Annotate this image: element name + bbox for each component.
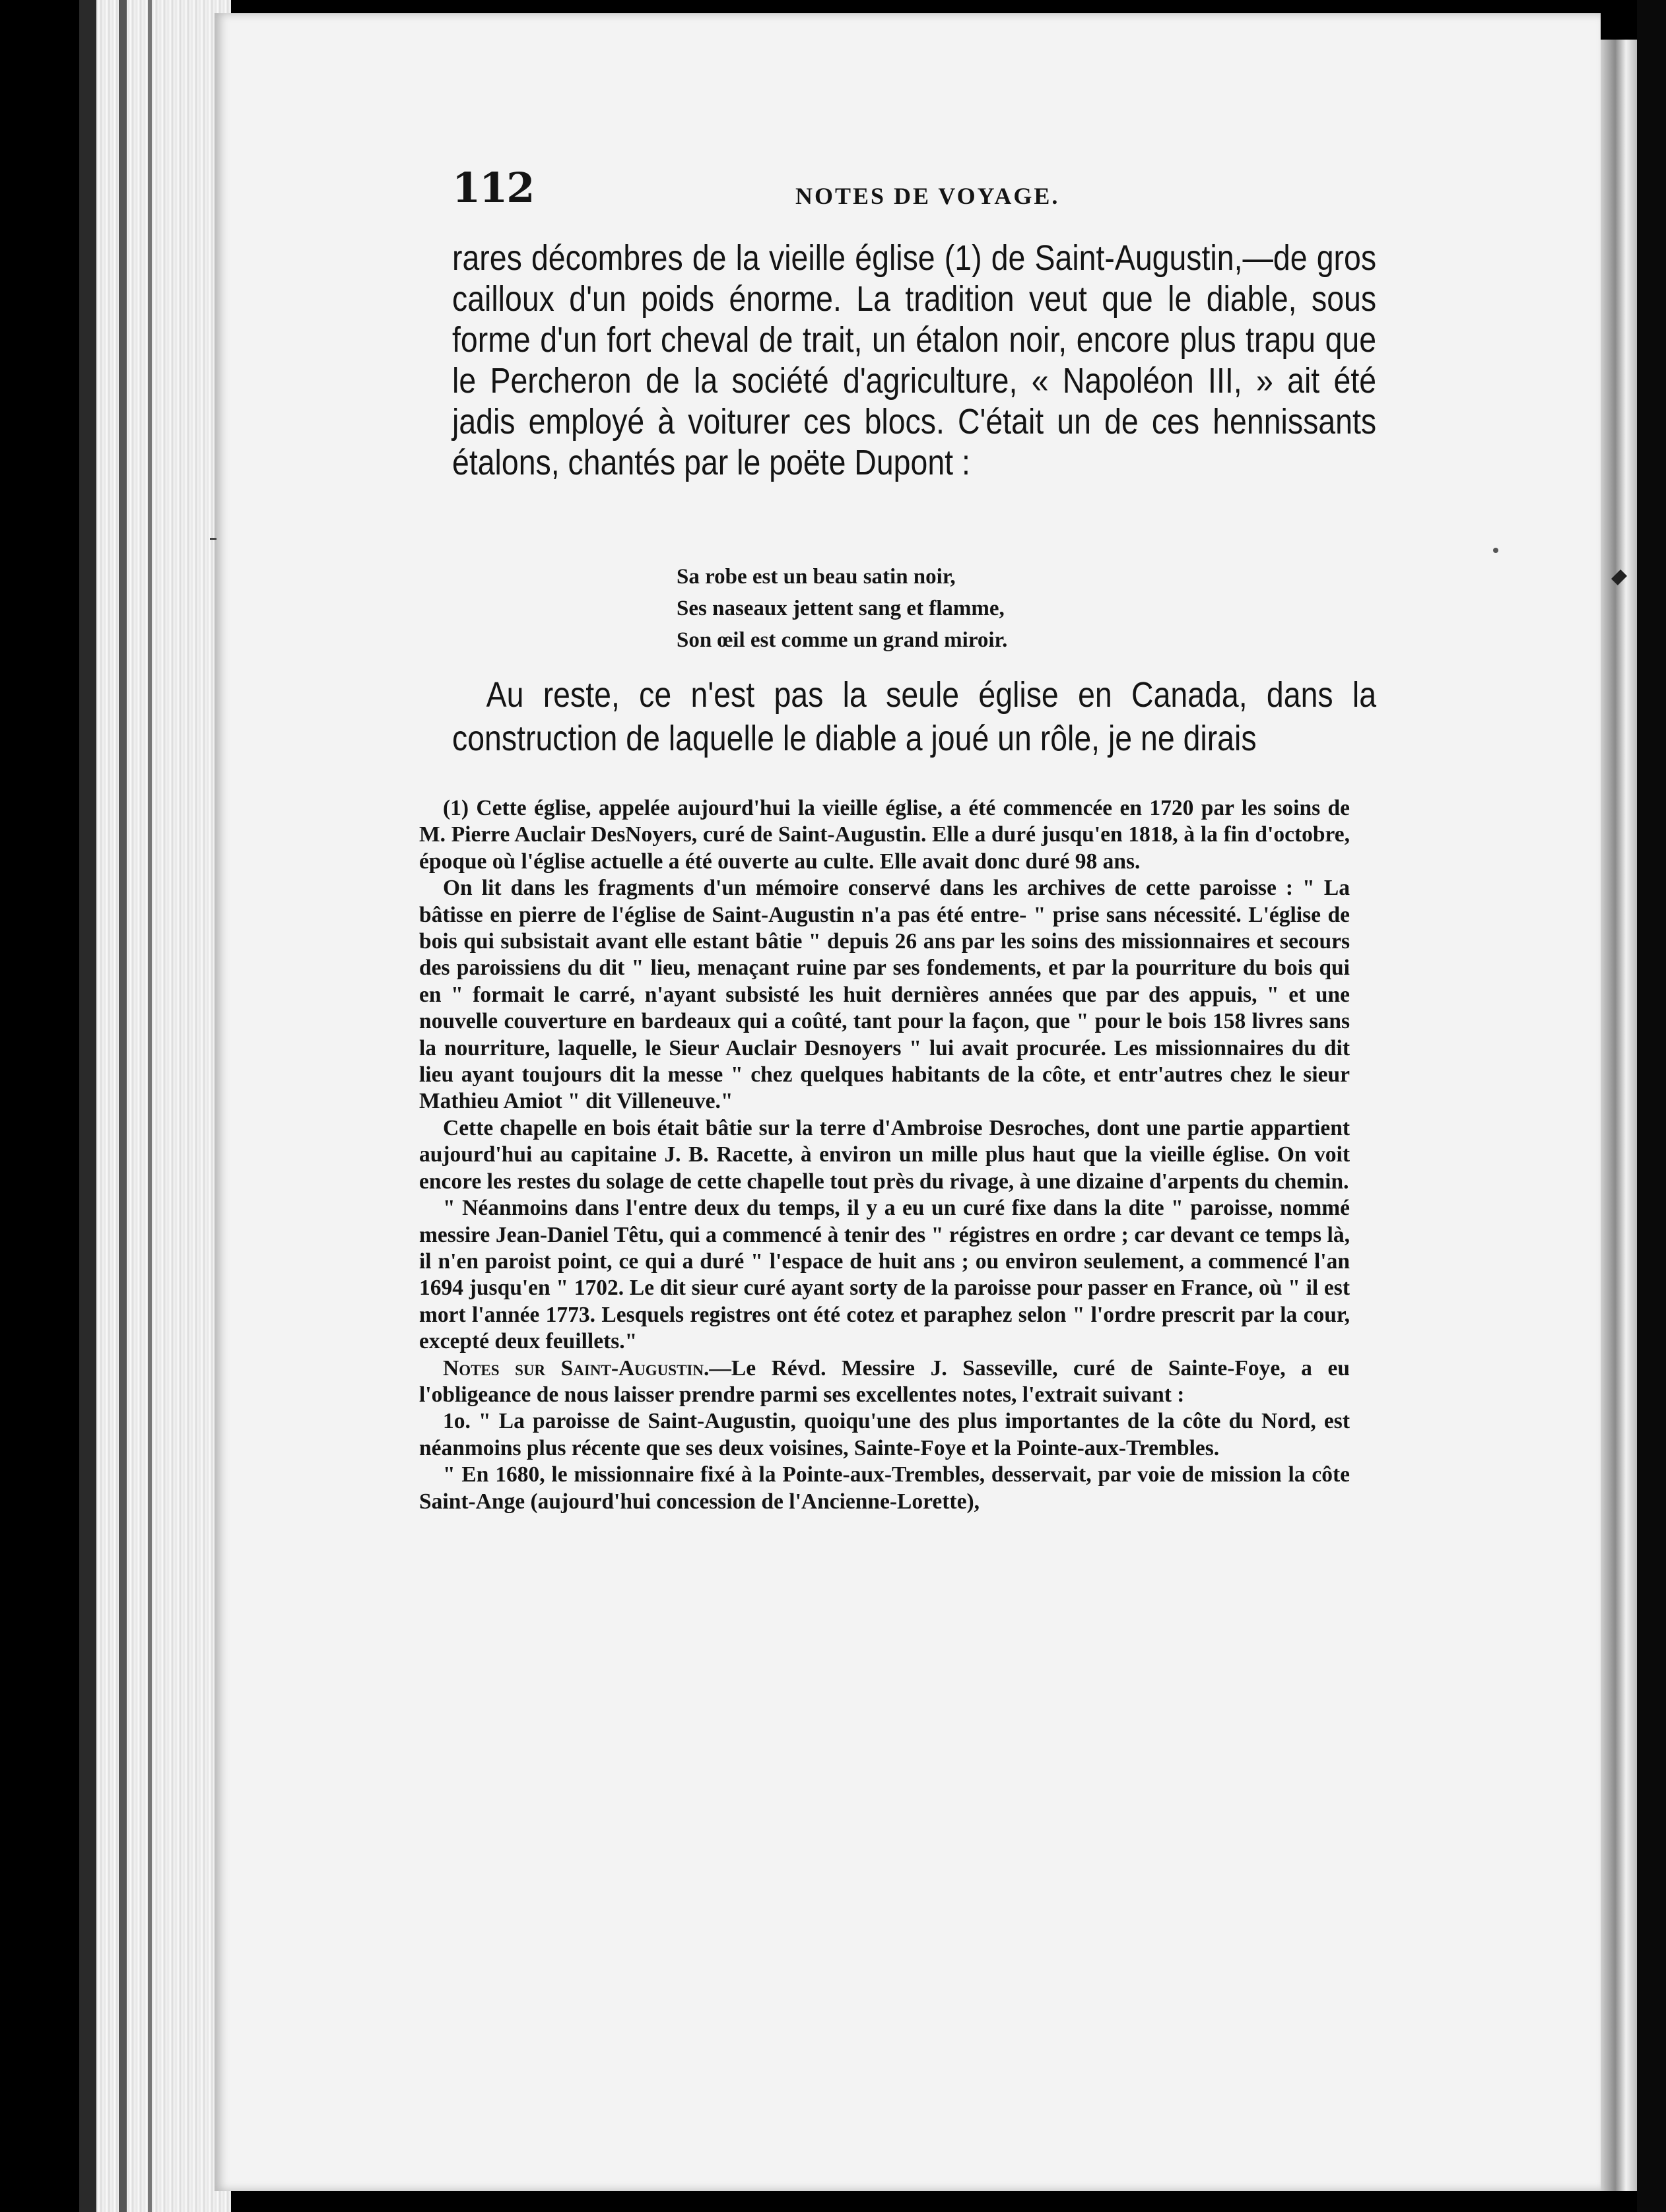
footnote: " En 1680, le missionnaire fixé à la Pointe-aux-Trembles, desservait, par voie de mission la côte Saint-Ange (aujourd'hui concession de l'Ancienne-Lorette), <box>419 1462 1350 1514</box>
main-text-block <box>452 238 1376 483</box>
footnote: " Néanmoins dans l'entre deux du temps, il y a eu un curé fixe dans la dite " paroisse, nommé messire Jean-Daniel Têtu, qui a commencé à tenir des " régistres en ordre ; car devant ce temps là, il n'en paroist point, ce qui a duré " l'espace de huit ans ; ou environ seulement, a commencé l'an 1694 jusqu'en " 1702. Le dit sieur curé ayant sorty de la paroisse pour passer en France, où " il est mort l'année 1773. Lesquels registres ont été cotez et paraphez selon " l'ordre prescrit par la cour, excepté deux feuillets." <box>419 1196 1350 1354</box>
footnote: On lit dans les fragments d'un mémoire conservé dans les archives de cette paroisse : " La bâtisse en pierre de l'église de Saint-Augustin n'a pas été entre- " prise sans nécessité. L'église de bois qui subsistait avant elle estant bâtie " depuis 26 ans par les soins des missionnaires et secours des paroissiens du dit " lieu, menaçant ruine par ses fondements, et par la pourriture du bois qui en " formait le carré, n'ayant subsisté les huit dernières années que par des appuis, " et une nouvelle couverture en bardeaux qui a coûté, tant pour la façon, que " pour le bois 158 livres sans la nourriture, laquelle, le Sieur Auclair Desnoyers " lui avait procurée. Les missionnaires du dit lieu ayant toujours dit la messe " chez quelques habitants de la côte, et entr'autres chez le sieur Mathieu Amiot " dit Villeneuve." <box>419 876 1350 1114</box>
page-edge-line <box>148 0 152 2212</box>
binding-shadow <box>79 0 96 2212</box>
footnote-heading: Notes sur Saint-Augustin. <box>443 1355 710 1381</box>
running-head <box>452 164 1376 216</box>
right-page-edge <box>1601 40 1637 2191</box>
footnote-notes <box>419 1355 1350 1409</box>
footnotes <box>419 795 1350 1515</box>
main-text-block-2 <box>452 673 1376 760</box>
book-page-edges <box>79 0 231 2212</box>
footnote-text: —Le Révd. Messire J. Sasseville, curé de Sainte-Foye, a eu l'obligeance de nous laisser prendre parmi ses excellentes notes, l'extrait suivant : <box>419 1355 1350 1407</box>
footnote: 1o. " La paroisse de Saint-Augustin, quoiqu'une des plus importantes de la côte du Nord, est néanmoins plus récente que ses deux voisines, Sainte-Foye et la Pointe-aux-Trembles. <box>419 1409 1350 1460</box>
margin-dot <box>1493 548 1498 553</box>
footnote: (1) Cette église, appelée aujourd'hui la vieille église, a été commencée en 1720 par les soins de M. Pierre Auclair DesNoyers, curé de Saint-Augustin. Elle a duré jusqu'en 1818, à la fin d'octobre, époque où l'église actuelle a été ouverte au culte. Elle avait donc duré 98 ans. <box>419 796 1350 874</box>
footnote: Cette chapelle en bois était bâtie sur la terre d'Ambroise Desroches, dont une partie appartient aujourd'hui au capitaine J. B. Racette, à environ un mille plus haut que la vieille église. On voit encore les restes du solage de cette chapelle tout près du rivage, à une dizaine d'arpents du chemin. <box>419 1115 1350 1194</box>
verse-line: Ses naseaux jettent sang et flamme, <box>677 597 1005 620</box>
page-number: 112 <box>452 164 534 212</box>
verse-line: Son œil est comme un grand miroir. <box>677 628 1008 652</box>
right-border <box>1637 0 1666 2212</box>
page-edge-line <box>119 0 127 2212</box>
verse-line: Sa robe est un beau satin noir, <box>677 565 956 589</box>
running-title: NOTES DE VOYAGE. <box>795 183 1060 209</box>
verse-quote <box>677 561 1007 656</box>
body-paragraph: rares décombres de la vieille église (1) de Saint-Augustin,—de gros cailloux d'un poids énorme. La tradition veut que le diable, sous forme d'un fort cheval de trait, un étalon noir, encore plus trapu que le Percheron de la société d'agriculture, « Napoléon III, » ait été jadis employé à voiturer ces blocs. C'était un de ces hennissants étalons, chantés par le poëte Dupont : <box>452 238 1377 482</box>
body-paragraph: Au reste, ce n'est pas la seule église en Canada, dans la construction de laquelle le diable a joué un rôle, je ne dirais <box>452 675 1377 758</box>
margin-mark <box>210 538 217 540</box>
